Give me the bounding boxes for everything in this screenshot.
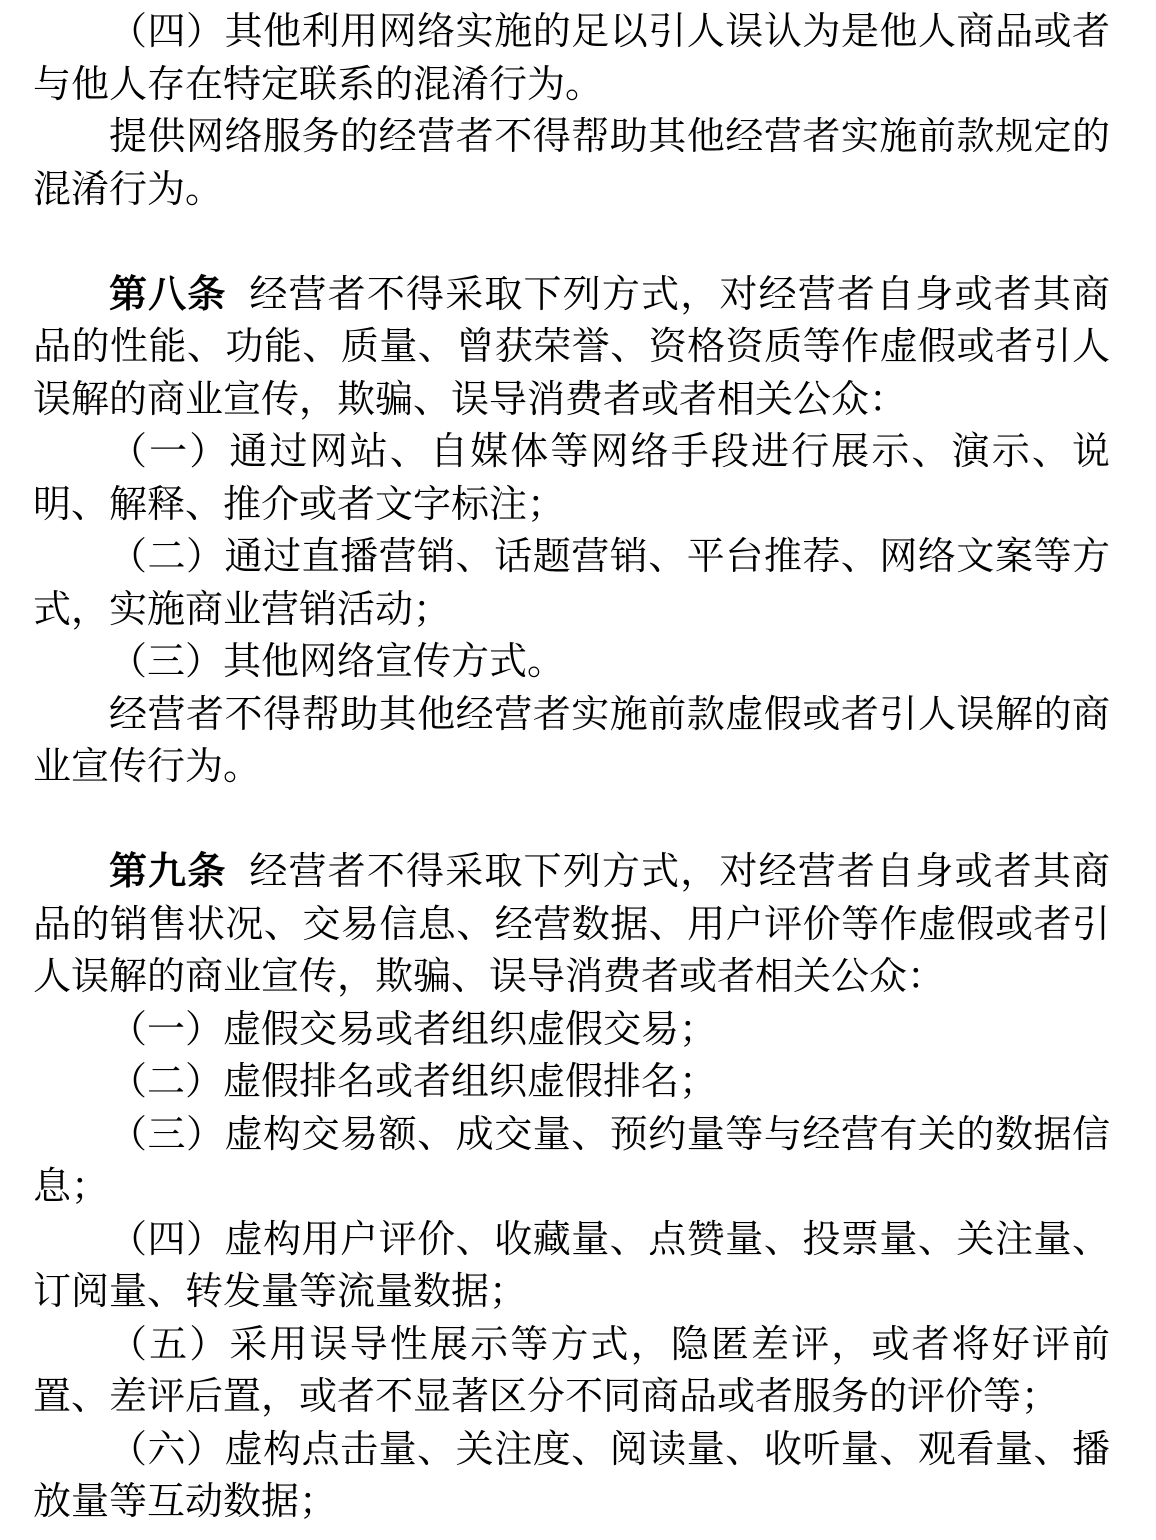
- paragraph-text: 经营者不得采取下列方式，对经营者自身或者其商品的性能、功能、质量、曾获荣誉、资格资质等作虚假或者引人误解的商业宣传，欺骗、误导消费者或者相关公众：: [33, 273, 1110, 421]
- paragraph: [33, 111, 1110, 216]
- paragraph: [33, 1056, 1110, 1109]
- paragraph-text: （二）通过直播营销、话题营销、平台推荐、网络文案等方式，实施商业营销活动；: [33, 536, 1110, 631]
- paragraph-text: （三）虚构交易额、成交量、预约量等与经营有关的数据信息；: [33, 1113, 1110, 1208]
- paragraph: [33, 531, 1110, 636]
- paragraph: [33, 689, 1110, 794]
- paragraph-text: 经营者不得帮助其他经营者实施前款虚假或者引人误解的商业宣传行为。: [33, 693, 1110, 788]
- article-number: 第八条: [109, 273, 227, 316]
- paragraph-text: 提供网络服务的经营者不得帮助其他经营者实施前款规定的混淆行为。: [33, 116, 1110, 211]
- paragraph: [33, 1109, 1110, 1214]
- paragraph: [33, 1424, 1110, 1529]
- article-number: 第九条: [109, 851, 227, 893]
- paragraph-text: （一）虚假交易或者组织虚假交易；: [109, 1008, 718, 1051]
- paragraph: [33, 636, 1110, 689]
- paragraph: [33, 6, 1110, 111]
- paragraph-text: （四）虚构用户评价、收藏量、点赞量、投票量、关注量、订阅量、转发量等流量数据；: [33, 1218, 1110, 1313]
- article-paragraph: [33, 846, 1110, 1004]
- paragraph-text: （二）虚假排名或者组织虚假排名；: [109, 1061, 718, 1103]
- paragraph-text: （六）虚构点击量、关注度、阅读量、收听量、观看量、播放量等互动数据；: [33, 1428, 1110, 1523]
- paragraph: [33, 426, 1110, 531]
- article-paragraph: [33, 269, 1110, 427]
- paragraph-text: （一）通过网站、自媒体等网络手段进行展示、演示、说明、解释、推介或者文字标注；: [33, 431, 1110, 526]
- paragraph-text: （三）其他网络宣传方式。: [109, 641, 566, 683]
- paragraph-text: 经营者不得采取下列方式，对经营者自身或者其商品的销售状况、交易信息、经营数据、用户评价等作虚假或者引人误解的商业宣传，欺骗、误导消费者或者相关公众：: [33, 851, 1110, 998]
- document-body: [33, 6, 1110, 1529]
- paragraph-text: （五）采用误导性展示等方式，隐匿差评，或者将好评前置、差评后置，或者不显著区分不同商品或者服务的评价等；: [33, 1323, 1110, 1418]
- paragraph: [33, 1319, 1110, 1424]
- paragraph: [33, 1214, 1110, 1319]
- paragraph: [33, 1004, 1110, 1057]
- paragraph-text: （四）其他利用网络实施的足以引人误认为是他人商品或者与他人存在特定联系的混淆行为。: [33, 11, 1110, 106]
